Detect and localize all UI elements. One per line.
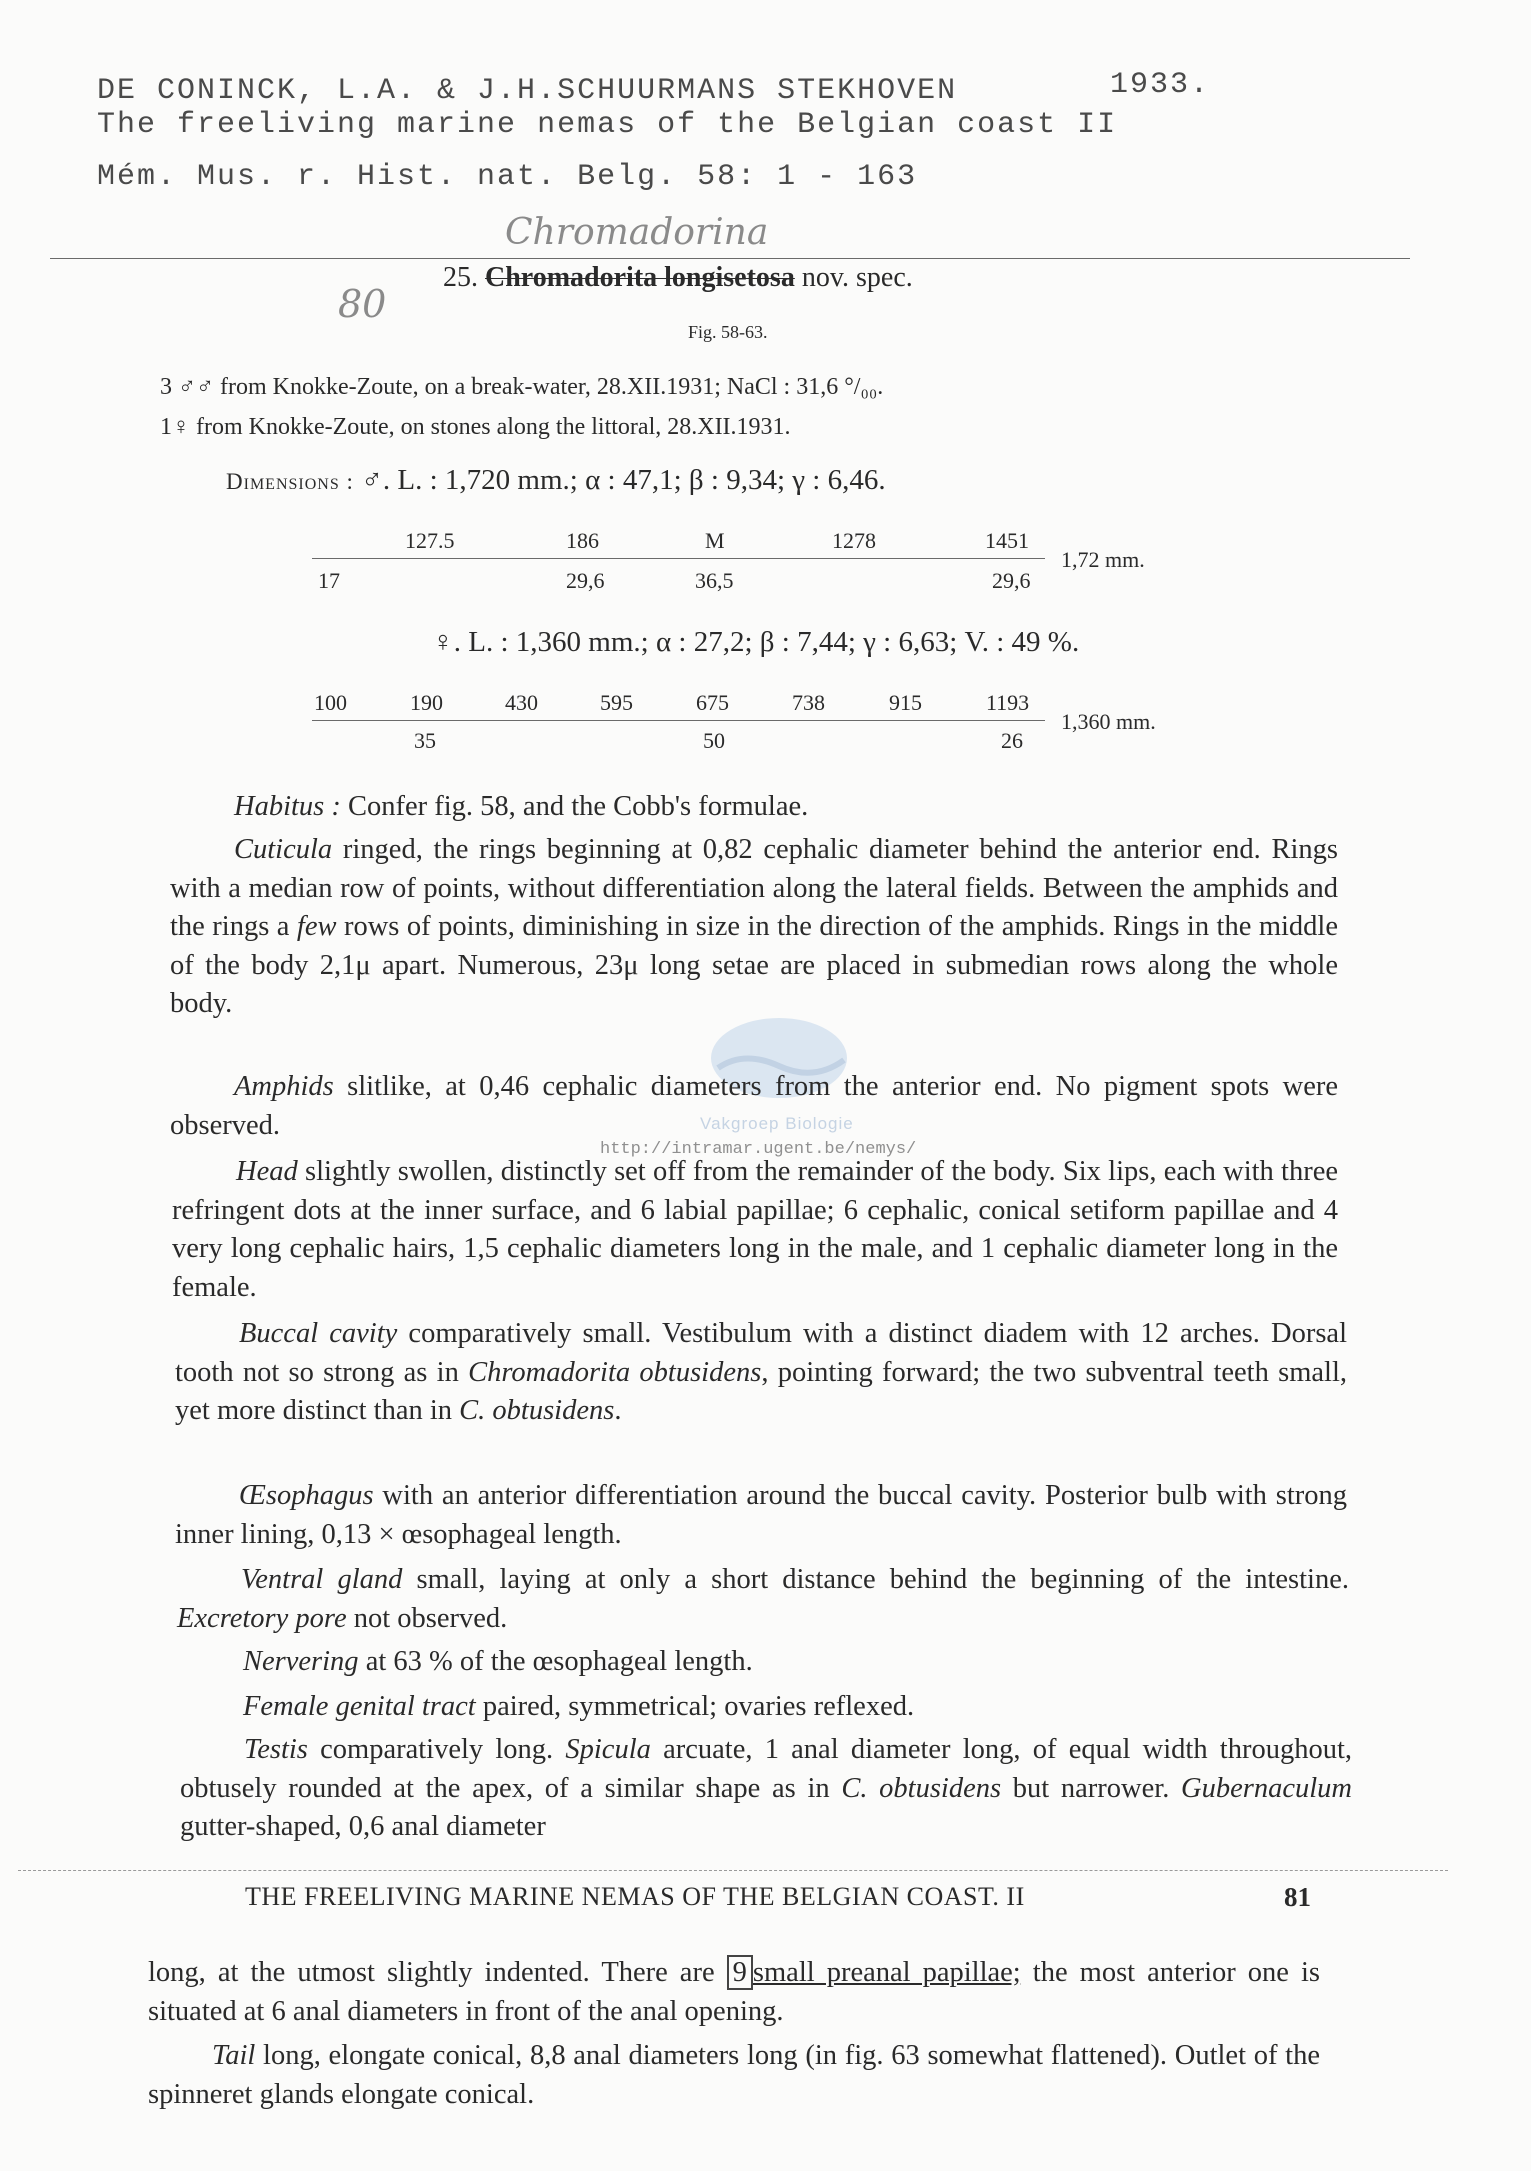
buccal-species-1: Chromadorita obtusidens bbox=[468, 1356, 762, 1388]
habitus-text: Confer fig. 58, and the Cobb's formulae. bbox=[340, 791, 809, 822]
male-top-4: 1278 bbox=[832, 528, 876, 553]
para-continuation bbox=[148, 1954, 1320, 2031]
term-excretory-pore: Excretory pore bbox=[177, 1602, 347, 1634]
para-buccal bbox=[175, 1315, 1347, 1431]
para-testis bbox=[180, 1731, 1352, 1847]
male-fraction-line bbox=[312, 558, 1045, 559]
para-tail bbox=[148, 2037, 1320, 2114]
spicula-text: arcuate, 1 anal diameter long, of equal width throughout, obtusely rounded at the apex, of a similar shape as in bbox=[180, 1734, 1352, 1804]
page-break-divider bbox=[18, 1870, 1448, 1871]
page-number: 81 bbox=[1284, 1882, 1311, 1912]
boxed-number: 9 bbox=[727, 1955, 753, 1990]
running-title: THE FREELIVING MARINE NEMAS OF THE BELGIAN COAST. II bbox=[245, 1882, 1025, 1911]
cuticula-text-2: rows of points, diminishing in size in the direction of the amphids. Rings in the middle of the body 2,1μ apart. Numerous, 23μ long setae are placed in submedian rows along the whole body. bbox=[170, 911, 1339, 1019]
species-heading bbox=[443, 262, 913, 294]
female-fraction-line bbox=[312, 720, 1045, 721]
buccal-text-3: . bbox=[614, 1395, 622, 1426]
male-top-1: 127.5 bbox=[405, 528, 455, 553]
female-top-5: 675 bbox=[696, 690, 729, 715]
watermark-lab-text: Vakgroep Biologie bbox=[700, 1114, 854, 1133]
excretory-text: not observed. bbox=[346, 1602, 508, 1634]
figure-reference: Fig. 58-63. bbox=[688, 322, 768, 342]
term-ventral-gland: Ventral gland bbox=[241, 1564, 403, 1595]
male-bottom-2: 29,6 bbox=[566, 568, 605, 593]
term-female-genital-tract: Female genital tract bbox=[243, 1691, 476, 1722]
term-habitus: Habitus : bbox=[234, 791, 341, 822]
female-top-2: 190 bbox=[410, 690, 443, 715]
handwritten-group-note: Chromadorina bbox=[505, 212, 769, 253]
citation-journal: Mém. Mus. r. Hist. nat. Belg. 58: 1 - 163 bbox=[97, 160, 918, 194]
buccal-text-2: , pointing forward; the two subventral teeth small, yet more distinct than in bbox=[175, 1356, 1347, 1426]
spicula-text-2: but narrower. bbox=[1001, 1772, 1182, 1804]
male-top-3: M bbox=[705, 528, 725, 553]
male-bottom-4: 29,6 bbox=[992, 568, 1031, 593]
term-oesophagus: Œsophagus bbox=[239, 1480, 374, 1511]
female-top-7: 915 bbox=[889, 690, 922, 715]
testis-text: comparatively long. bbox=[307, 1734, 566, 1765]
female-top-6: 738 bbox=[792, 690, 825, 715]
female-top-1: 100 bbox=[314, 690, 347, 715]
female-top-4: 595 bbox=[600, 690, 633, 715]
para-ventral-gland bbox=[177, 1561, 1349, 1638]
watermark-url: http://intramar.ugent.be/nemys/ bbox=[600, 1140, 917, 1159]
citation-year: 1933. bbox=[1110, 68, 1211, 102]
female-top-8: 1193 bbox=[986, 690, 1030, 715]
male-bottom-3: 36,5 bbox=[695, 568, 734, 593]
term-amphids: Amphids bbox=[234, 1071, 334, 1102]
male-bottom-1: 17 bbox=[318, 568, 340, 593]
cuticula-few: few bbox=[296, 911, 337, 942]
species-name: Chromadorita longisetosa bbox=[485, 262, 795, 293]
female-bottom-1: 35 bbox=[414, 728, 436, 753]
female-bottom-2: 50 bbox=[703, 728, 725, 753]
citation-title: The freeliving marine nemas of the Belgian coast II bbox=[97, 108, 1118, 142]
para-oesophagus bbox=[175, 1477, 1347, 1554]
para-cuticula bbox=[170, 831, 1338, 1024]
tail-text: long, elongate conical, 8,8 anal diameters long (in fig. 63 somewhat flattened). Outlet of the spinneret glands elongate conical. bbox=[148, 2040, 1320, 2110]
term-head: Head bbox=[236, 1156, 298, 1187]
male-total-length: 1,72 mm. bbox=[1061, 547, 1145, 572]
oesophagus-text: with an anterior differentiation around the buccal cavity. Posterior bulb with strong inner lining, 0,13 × œsophageal length. bbox=[175, 1480, 1347, 1550]
para-head bbox=[172, 1153, 1338, 1307]
material-female: 1♀ from Knokke-Zoute, on stones along the littoral, 28.XII.1931. bbox=[160, 414, 791, 440]
term-tail: Tail bbox=[212, 2040, 256, 2071]
heading-suffix: nov. spec. bbox=[801, 262, 913, 293]
material-males: 3 ♂♂ from Knokke-Zoute, on a break-water, 28.XII.1931; NaCl : 31,6 °/₀₀. bbox=[160, 374, 884, 400]
female-total-length: 1,360 mm. bbox=[1061, 709, 1156, 734]
term-gubernaculum: Gubernaculum bbox=[1181, 1772, 1353, 1804]
male-formula: ♂. L. : 1,720 mm.; α : 47,1; β : 9,34; γ : 6,46. bbox=[361, 464, 886, 496]
buccal-text: comparatively small. Vestibulum with a distinct diadem with 12 arches. Dorsal tooth not so strong as in bbox=[175, 1318, 1347, 1388]
dimensions-male bbox=[226, 464, 886, 497]
ventral-text: small, laying at only a short distance behind the beginning of the intestine. bbox=[402, 1564, 1349, 1595]
term-cuticula: Cuticula bbox=[234, 834, 333, 865]
continuation-text: long, at the utmost slightly indented. There are bbox=[148, 1957, 715, 1988]
amphids-text: slitlike, at 0,46 cephalic diameters from the anterior end. No pigment spots were observed. bbox=[170, 1071, 1338, 1141]
citation-authors: DE CONINCK, L.A. & J.H.SCHUURMANS STEKHOVEN bbox=[97, 74, 958, 108]
heading-number: 25. bbox=[443, 262, 478, 293]
preanal-papillae-underlined: small preanal papillae; bbox=[752, 1957, 1021, 1988]
term-spicula: Spicula bbox=[565, 1734, 651, 1765]
male-top-5: 1451 bbox=[985, 528, 1029, 553]
head-text: slightly swollen, distinctly set off from the remainder of the body. Six lips, each with three refringent dots at the inner surface, and 6 labial papillae; 6 cephalic, conical setiform papillae and 4 very long cephalic hairs, 1,5 cephalic diameters long in the male, and 1 cephalic diameter long in the female. bbox=[172, 1156, 1338, 1303]
term-buccal-cavity: Buccal cavity bbox=[239, 1318, 398, 1349]
para-habitus bbox=[234, 788, 1334, 827]
female-genital-text: paired, symmetrical; ovaries reflexed. bbox=[475, 1691, 915, 1722]
para-nervering bbox=[243, 1643, 1343, 1682]
dimensions-female: ♀. L. : 1,360 mm.; α : 27,2; β : 7,44; γ : 6,63; V. : 49 %. bbox=[432, 626, 1080, 658]
male-top-2: 186 bbox=[566, 528, 599, 553]
female-top-3: 430 bbox=[505, 690, 538, 715]
para-amphids bbox=[170, 1068, 1338, 1145]
term-testis: Testis bbox=[244, 1734, 308, 1765]
handwritten-page-number: 80 bbox=[338, 282, 387, 326]
cuticula-text: ringed, the rings beginning at 0,82 cephalic diameter behind the anterior end. Rings with a median row of points, without differentiation along the lateral fields. Between the amphids and the rings a bbox=[170, 834, 1338, 942]
female-bottom-3: 26 bbox=[1001, 728, 1023, 753]
gubernaculum-text: gutter-shaped, 0,6 anal diameter bbox=[180, 1811, 546, 1842]
dimensions-label: Dimensions : bbox=[226, 469, 354, 494]
para-female-genital bbox=[243, 1688, 1343, 1727]
buccal-species-2: C. obtusidens bbox=[459, 1395, 615, 1426]
continuation-text-2: the most anterior one is situated at 6 anal diameters in front of the anal opening. bbox=[148, 1957, 1320, 2027]
nervering-text: at 63 % of the œsophageal length. bbox=[358, 1646, 753, 1677]
spicula-species: C. obtusidens bbox=[841, 1772, 1002, 1804]
term-nervering: Nervering bbox=[243, 1646, 359, 1677]
header-divider bbox=[50, 258, 1410, 259]
